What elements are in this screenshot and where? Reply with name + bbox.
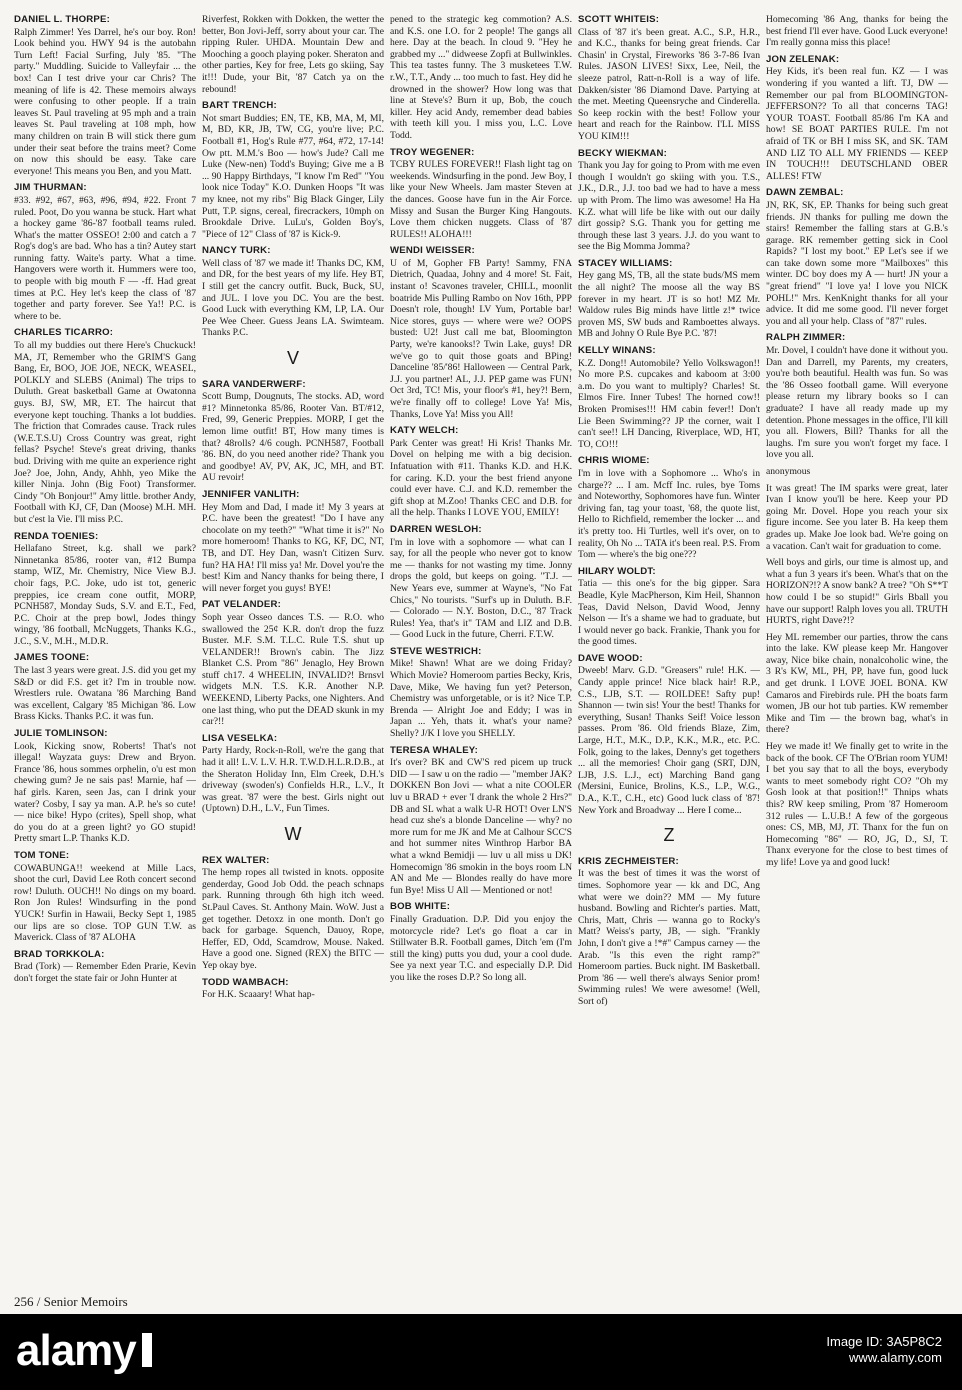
memoir-entry	[390, 14, 572, 142]
memoir-name: STACEY WILLIAMS:	[578, 257, 673, 269]
section-letter: Z	[663, 825, 675, 846]
memoir-name: SCOTT WHITEIS:	[578, 14, 660, 25]
memoir-name: HILARY WOLDT:	[578, 565, 656, 577]
memoir-text: The last 3 years were great. J.S. did you get my S&D or did F.S. get it? I'm in trouble now. Wrestlers rule. Owatana '86 Marching Band was excellent, Calgary '85 Michigan '86. Low Brass Kicks. Thanks P.C. it was fun.	[14, 665, 196, 723]
stock-id-block	[826, 1334, 942, 1366]
memoir-entry	[14, 531, 196, 648]
memoir-entry	[202, 379, 384, 484]
stock-site: www.alamy.com	[849, 1350, 942, 1365]
memoir-text: Soph year Osseo dances T.S. — R.O. who swallowed the 25¢ K.R. don't drop the fuzz Buster. M.F. S.M. T.L.C. Rule T.S. shut up VELANDER!! Brown's cabin. The Jizz Blanket C.S. Prom "86" Jenaglo, Hey Brown stuff ch17. 4 WHEELIN, INVALID?! Brnsvl widgets M.N. T.S. K.R. Another N.P. WEEKEND, Liberty Packs, one Nighters. And one last thing, who put the DEAD skunk in my car?!!	[202, 611, 384, 728]
memoir-entry	[202, 245, 384, 339]
memoir-text: For H.K. Scaaary! What hap-	[202, 989, 315, 1001]
memoir-name: DAWN ZEMBAL:	[766, 187, 844, 199]
stock-logo-text: alamy	[16, 1326, 136, 1375]
memoir-entry	[202, 14, 384, 95]
memoir-entry	[14, 850, 196, 944]
column-5	[766, 14, 948, 1304]
page-folio: 256 / Senior Memoirs	[14, 1294, 128, 1309]
section-letter: W	[284, 824, 302, 844]
memoir-name: WENDI WEISSER:	[390, 245, 475, 257]
memoir-entry	[766, 54, 948, 183]
memoir-entry	[202, 599, 384, 728]
memoir-entry	[390, 524, 572, 641]
column-1	[14, 14, 196, 1304]
memoir-entry	[390, 245, 572, 420]
memoir-text: Hey Mom and Dad, I made it! My 3 years at P.C. have been the greatest! "Do I have any chocolate on my teeth?" "What time it is?" No more homeroom! Thanks to KG, KF, DC, NT, TB, and DT. Hey Dan, wasn't Citizen Surv. fun? HA HA! I'll miss ya! Mr. Dovel you're the best! Kim and Nancy thanks for being there, I will never forget you guys! BYE!	[202, 501, 384, 594]
memoir-name: SARA VANDERWERF:	[202, 378, 306, 390]
memoir-text: #33. #92, #67, #63, #96, #94, #22. Front 7 ruled. Poot, Do you wanna be stuck. Hart what a hockey game '86-'87 football teams ruled. What's the matter OSSEO! 2:00 and catch a 7 Rog's dog's are bad. Who has a tin? Autey start running fatty. Waite's party. What a time. Hangovers were worth it. Hummers were too, to people with big mouth F — -ff. Had great times at P.C. Hey let's keep the class of '87 together and party forever. See Ya!! P.C. is where to be.	[14, 194, 196, 322]
memoir-name: KATY WELCH:	[390, 425, 459, 437]
stock-logo	[16, 1326, 152, 1376]
memoir-name: BART TRENCH:	[202, 100, 277, 112]
memoir-entry	[766, 741, 948, 869]
memoir-entry	[202, 100, 384, 240]
stock-watermark-bar	[0, 1314, 962, 1390]
memoir-name: RALPH ZIMMER:	[766, 332, 846, 344]
memoir-name: DARREN WESLOH:	[390, 523, 482, 535]
memoir-entry	[766, 483, 948, 553]
memoir-name: JON ZELENAK:	[766, 53, 840, 65]
memoir-name: BOB WHITE:	[390, 901, 451, 913]
memoir-entry	[578, 455, 760, 560]
memoir-entry	[578, 14, 760, 143]
memoir-text: Class of '87 it's been great. A.C., S.P., H.R., and K.C., thanks for being great friends. Car Chasin' in Crystal, Fireworks '86 3-7-86 Ivan Rules. JASON LIVES! Sixx, Lee, Neil, the sleeze patrol, Ratt-n-Roll is a way of life. Dakken/sister '86 Diamond Dave. Partying at the met. Meeting Queensryche and Cinderella. So keep rockin with the best! Follow your heart and reach for the Rainbow. I'LL MISS YOU KIM!!!	[578, 26, 760, 142]
memoir-text: JN, RK, SK, EP. Thanks for being such great friends. JN thanks for pulling me down the stairs! Remember the falling stars at G.B.'s garage. RK remember getting sick in Cool Rapids? "I lost my boot." EP Let's see if we can take down some more "Mailboxes" this winter. DC boy does my A — hurt! JN your a "great friend" "I love ya! I love you NICK POHL!" Mrs. KenKnight thanks for all your advice. It did me some good. I'll never forget you and all your help. Class of "87" rules.	[766, 199, 948, 327]
memoir-entry	[390, 901, 572, 983]
memoir-text: Well class of '87 we made it! Thanks DC, KM, and DR, for the best years of my life. Hey BT, I still get the cancry outfit. Buck, Buck, SU, and JUL. I love you DC. You are the best. Good Luck with everything KM, LP, LA. Our Pee Wee Cheer. Guess Jeans LA. Swimteam. Thanks P.C.	[202, 257, 384, 339]
memoir-entry	[578, 653, 760, 816]
memoir-entry	[202, 489, 384, 594]
memoir-text: Hellafano Street, k.g. shall we park? Ninnetanka 85/86, rooter van, #12 Bumpa stamp, WIZ, Mr. Chemistry, Nice View B.J. choir fags, P.C. Joke, udo ist tot, generic preppies, ice cream cone outfit, MORP, PCNH587, Monday Suds, S.V. and E.T., Fed, P.C. Choir at the prep bowl, Jodes thingy wingy, '86 football, McNuggets, Thanks K.G., J.C., S.V., M.H., M.D.R.	[14, 543, 196, 647]
memoir-text: Park Center was great! Hi Kris! Thanks Mr. Dovel on helping me with a big decision. Infatuation with #11. Thanks K.D. and H.K. for caring. K.D. your the best friend anyone could ever have. C.J. and K.D. remember the gift shop at M.Zoo! Thanks CEC and D.B. for all the help. Thanks I LOVE YOU, EMILY!	[390, 437, 572, 519]
memoir-entry	[14, 728, 196, 845]
logo-square-icon	[142, 1333, 152, 1367]
memoir-text: Dweeb! Marv. G.D. "Greasers" rule! H.K. — Candy apple prince! Nice black hair! R.P., C.S., LJB, S.T. — ROILDEE! Safty pup! Shannon — twin sis! Your the best! Thanks for everything, Susan! Thanks Seif! Voice lesson passes. Prom '86. Old friends Blaze, Zim, Large, H.T., M.K., D.P., K.K., M.R., etc. P.C. Folk, going to the lakes, Denny's get togethers ... all the memories! Choir gang (SRT, DJN, LJB, J.S. L.J., ect) Marching Band gang (Mersini, Eunice, Brolins, K.S., L.P., W.G., D.A., K.T., C.H., etc) Good luck class of '87! New York and Broadway ... Here I come...	[578, 665, 760, 816]
memoir-text: Homecoming '86 Ang, thanks for being the best friend I'll ever have. Good Luck everyone! I'm really gonna miss this place!	[766, 14, 948, 49]
memoir-entry	[578, 566, 760, 648]
memoir-name: TERESA WHALEY:	[390, 744, 479, 756]
memoir-entry	[202, 977, 384, 1001]
memoir-name: JAMES TOONE:	[14, 652, 90, 664]
yearbook-page	[14, 14, 948, 1304]
memoir-entry	[14, 182, 196, 322]
memoir-text: I'm in love with a sophomore — what can I say, for all the people who never got to know me — thanks for not wasting my time. Jonny drops the gold, but keeps on going. "T.J. — New Years eve, summer at Wayne's, "No Fat Chics," No tourists. "Surf's up in Duluth. B.F. — Colorado — N.Y. Boston, D.C., '87 Track Rules! Yea, that's it" TAM and LIZ and D.B. — Good Luck in the future, Cherri. F.T.W.	[390, 536, 572, 641]
memoir-text: Party Hardy, Rock-n-Roll, we're the gang that had it all! L.V. L.V. H.R. T.W.D.H.L.R.D.B., at the Sheraton Holiday Inn, Elm Creek, D.H.'s driveway (swoden's) Confields H.R., L.V., It was great. '87 were the best. Girls night out (Uptown) D.H., L.V., Fun Times.	[202, 745, 384, 815]
memoir-name: NANCY TURK:	[202, 245, 271, 257]
memoir-text: Hey we made it! We finally get to write in the back of the book. CF The O'Brian room YUM! I bet you say that to all the boys, everybody wants to meet somebody right CO? "Oh my Gosh look at that position!!" Thnips whats this? RW keep smiling, Prom '87 Homeroom 312 rules — L.U.B.! A few of the gorgeous ones: CS, MB, MJ, JT. Thanx for the fun on Homecoming "86" — RO, JG, D., SJ, T. Thanx everyone for the close to best times of my life! Love ya and good luck!	[766, 741, 948, 868]
column-2	[202, 14, 384, 1304]
memoir-entry	[202, 733, 384, 815]
memoir-text: Tatia — this one's for the big gipper. Sara Beadle, Kyle MacPherson, Kim Heil, Shannon Teas, David Nelson, David Wood, Jenny Nelson — It's a shame we had to graduate, but I would never go back. Frankie, Thank you for the good times.	[578, 578, 760, 648]
memoir-entry	[578, 856, 760, 1008]
memoir-text: It's over? BK and CW'S red picem up truck DID — I saw u on the radio — "member JAK? DOKKEN Bon Jovi — what a nite COOLER luv u BRAD + ever 'I drank the whole 2 Hrs?" DB and SL what a walk U-R HOT! Over LN'S head cuz she's a blonde Danceline — why? no more rum for me JK and Me at Calhour SCC'S and hot summer nites Winthrop Harbor BA what a wknd Bemidji — luv u all miss u DK! Homecomign '86 smokin in the boys room LN AN and Me — Blondes really do have more fun Bye! Miss U All — Mentioned or not!	[390, 757, 572, 896]
memoir-text: The hemp ropes all twisted in knots. opposite genderday, Good Job Odd. the peach schnaps park. Running through 6th high itch weed. St.Paul Caves. St. Anthony Main. WoW. Just a get together. Detoxz in one month. Don't go back for garbage. Squench, Dauoy, Rope, Heffer, ED, Odd, Scamdrow, Mouse. Naked. Have a good one. Signed (REX) the BITC — Yep okay bye.	[202, 867, 384, 971]
memoir-text: K.Z. Dong!! Automobile? Yello Volkswagon!! No more P.S. cupcakes and kaboom at 3:00 a.m. Do you want to multiply? Charles! St. Elmos Fire. Inner Tubes! The horned cow!! Broken Promises!!! HM cabin fever!! Don't Lie Been Swimming?? JP the corner, wait I can't see!! LH Dancing, Riverplace, WD, HT, TO, CO!!!	[578, 357, 760, 450]
memoir-entry	[578, 148, 760, 253]
memoir-text: TCBY RULES FOREVER!! Flash light tag on weekends. Windsurfing in the pond. Jew Boy, I like your New Wheels. Jam master Steven at the dances. Goose have fun in the Air Force. Missy and Susan the Burger King Hangouts. Love them chicken nuggets. Class of '87 RULES!! ALOHA!!!	[390, 159, 572, 240]
memoir-text: COWABUNGA!! weekend at Mille Lacs, shoot the curl, David Lee Roth concert second row! Duluth. OUCH!! No dings on my board. Ron Jon Rules! Windsurfing in the pond YUCK! Surfin in Hawaii, Becky Sept 1, 1985 our lips are so close. TOP GUN T.W. as Maverick. Class of '87 ALOHA	[14, 862, 196, 944]
memoir-entry	[390, 425, 572, 519]
memoir-text: Mike! Shawn! What are we doing Friday? Which Movie? Homeroom parties Becky, Kris, Dave, Mike, We having fun yet? Peterson, Chemistry was unforgetable, or is it? Nice T.P. Brenda — Alright Joe and Eddy; I was in Japan ... Yeh, thats it. what's your name? Shelly? J/K I love you SHELLY.	[390, 658, 572, 740]
column-4	[578, 14, 760, 1304]
memoir-text: Look, Kicking snow, Roberts! That's not illegal! Wayzata guys: Drew and Bryon. France '86, hous sommes orphelin, o'u est mon chewing gum? Je ne sais pas! Marnie, haf — haf girls. Karen, seen Jas, can I drink your water? Cosby, I say ya man. A.P. he's so cute! — nice bike! Hypo (crites), Spell shop, what do you do at a green light? yo GO stupid! Pretty smart L.P. Thanks K.D.	[14, 740, 196, 845]
memoir-entry	[578, 345, 760, 450]
memoir-text: Ralph Zimmer! Yes Darrel, he's our boy. Ron! Look behind you. HWY 94 is the autobahn Turn Left! Facial Surfing, July '85. "The party." Muddling. Suicide to Valleyfair ... the box! Can I test drive your car Chris? The meaning of life is 42. These memoirs always were confusing to other people. If a train leaves St. Paul traveling at 95 mph and a train leaves St. Paul traveling at 108 mph, how many children on train B will stick there gum under their seat before the trains meet? Come on now this should be easy. Take care everyone! This means you Ben, and you Matt.	[14, 26, 196, 177]
memoir-entry	[14, 949, 196, 985]
memoir-name: TODD WAMBACH:	[202, 976, 289, 988]
memoir-name: DAVE WOOD:	[578, 652, 643, 664]
memoir-text: Hey ML remember our parties, throw the cans into the lake. KW please keep Mr. Hangover away, Nice bike chain, nonalcoholic wine, the 3 R's KW, ML, PH, PP, have fun, good luck and get drunk. I LOVE JOEL BONA. KW Camaros and Firebirds rule. PH the boats farm women, JB our hot tub parties. KW remember Mike and Tim — the brown bag, what's in there?	[766, 631, 948, 736]
memoir-text: Hey gang MS, TB, all the state buds/MS mem the all night? The moose all the way BS forever in my heart. JT is so hot! MZ Mr. Waldow rules Big minds have little z!* twice proven MS, SW buds and Ramboettes always. MB and Johny O Rule Bye P.C. '87!	[578, 270, 760, 340]
memoir-name: STEVE WESTRICH:	[390, 645, 482, 657]
memoir-text: Well boys and girls, our time is almost up, and what a fun 3 years it's been. What's that on the HORIZON?!? A snow bank? A tree? "Oh S**T how could I be so stupid!" Girls Bball you have our support! Ralph loves you all. TRUTH HURTS, right Dave?!?	[766, 557, 948, 627]
memoir-text: Hey Kids, it's been real fun. KZ — I was wondering if you wanted a lift. TJ, DW — Remember our pal from BLOOMINGTON-JEFFERSON?? To all that concerns TAG! YOUR TOAST. Football 85/86 I'm KA and how! SE BOAT PARTIES RULE. I'm not afraid of TK or BH I miss SK, and SK. TAM AND LIZ TO ALL MY FRIENDS — KEEP IN TOUCH!!! DEUTSCHLAND OBER ALLES! FTW	[766, 66, 948, 182]
memoir-text: Thank you Jay for going to Prom with me even though I wouldn't go skiing with you. T.S., J.K., D.R., J.J. too bad we had to have a mess up with Prom. The limo was awesome! Ha Ha K.Z. what will life be like with out our daily dirt gossip? S.G. Thank you for getting me through these last 3 years. J.J. do you want to see the Big Momma Jomma?	[578, 160, 760, 253]
memoir-name: REX WALTER:	[202, 854, 270, 866]
memoir-entry	[14, 652, 196, 723]
memoir-text: anonymous	[766, 465, 811, 477]
memoir-entry	[766, 632, 948, 736]
memoir-entry	[766, 557, 948, 627]
memoir-text: Brad (Tork) — Remember Eden Prarie, Kevin don't forget the state fair or John Hunter at	[14, 961, 196, 984]
memoir-entry	[202, 855, 384, 972]
section-letter: V	[286, 348, 299, 369]
memoir-text: It was great! The IM sparks were great, later Ivan I know you'll be here. Keep your PD going Mr. Dovel. Hope you reach your six figure income. See you later B. Ha keep them grades up. Make Joe look bad. We're going on a vacation. Can't wait for graduation to come.	[766, 482, 948, 552]
memoir-entry	[390, 147, 572, 241]
memoir-entry	[766, 187, 948, 327]
memoir-name: CHARLES TICARRO:	[14, 327, 114, 339]
memoir-name: DANIEL L. THORPE:	[14, 14, 110, 25]
memoir-entry	[766, 332, 948, 461]
memoir-name: BECKY WIEKMAN:	[578, 147, 667, 159]
memoir-text: Scott Bump, Dougnuts, The stocks. AD, word #1? Minnetonka 85/86, Rooter Van. BT/#12, Fred, 99, Generic Preppies. MORP, I get the lemon lime outfit! BT, How many times is that? 48rolls? 4/6 cough. PCNH587, Football '86. BN, do you need another ride? Thank you and goodbye! AV, PV, AK, JC, MH, and BT. AU revoir!	[202, 391, 384, 484]
memoir-text: Finally Graduation. D.P. Did you enjoy the motorcycle ride? Let's go float a car in Stillwater B.R. Football games, Ditch 'em (I'm still the king) putts you dud, your a cool dude. See ya next year T.C. and especially D.P. Did you like the roses D.P.? So long all.	[390, 913, 572, 983]
memoir-name: PAT VELANDER:	[202, 599, 281, 611]
memoir-text: To all my buddies out there Here's Chuckuck! MA, JT, Remember who the GRIM'S Gang Bang, Er, BOO, JOE JOE, NECK, WEASEL, POLKLY and SLEBS (Animal) The trips to Duluth. Great basketball Game at Owatonna guys. BJ, SW, MR, ET. The haircut that everyone kept touching. Thanks a lot buddies. The friction that Comrades cause. Track rules (W.E.T.S.U) Cross Country was great, right fellas? Psyche! Steve's great driving, thanks bud. Driving with me quite an experience right Joe? Joe, John, Andy, Ahhh, yeo Mike the killer Ninja. John (Big Foot) Transformer. Cindy "Oh Bonjour!" Amy little. brother Andy, Football with KJ, CF, Dan (Moose) M.H. MH. but c'est la Vie. I'll miss P.C.	[14, 340, 196, 525]
memoir-entry	[390, 646, 572, 740]
memoir-entry	[578, 258, 760, 340]
memoir-name: KELLY WINANS:	[578, 345, 656, 357]
memoir-text: It was the best of times it was the worst of times. Sophomore year — kk and DC, Ang what were we doin?? MM — My future husband. Bowling and Richter's parties. Matt, Chris, Matt, Chris — wanna go to Rocky's Matt? Weiss's party, JB, — sigh. "Frankly John, I don't give a !*#" Campus carney — the Arab. "Is this even the right ramp?" Homeroom parties. Buck night. IM Basketball. Prom '86 — well there's always Senior prom! Swimming rules! We were awesome! (Well, Sort of)	[578, 868, 760, 1007]
memoir-text: Not smart Buddies; EN, TE, KB, MA, M, MI, M, BD, KR, JB, TW, CG, you're live; P.C. Football #1, Hog's Rule #77, #64, #72, 17-14! Ow ptt. M.M.'s Boo — how's Jude? Call me Luke (New-nen) Todd's Buying; Give me a B ... 90 Happy Birthdays, "I know I'm Red" "You look nice Today" K.O. Dunken Hoops "It was my knee, not my ribs" Big Black Ginger, Lily Putt, T.P. signs, cereal, firecrackers, 10mph on Brookdale Drive. LuLu's, Golden Boy's, "Piece of 12" Class of '87 is Kick-9.	[202, 112, 384, 240]
memoir-name: TOM TONE:	[14, 849, 70, 861]
memoir-text: pened to the strategic keg commotion? A.S. and K.S. one I.O. for 2 people! The gangs all here. Day at the beach. In cloud 9. "Hey he grabbed my ..." didweese Zopfi at Bullwinkles. This tea tastes funny. The 3 musketees T.W. r.W., T.T., Andy ... too much to fast. Hey did he drowned in the shower? How long was that line at Steve's? Burn it up, Bob, the couch killer. Hey acid Andy, remember dead babies with teeth kill you. I miss you, L.C. Love Todd.	[390, 14, 572, 141]
memoir-text: Riverfest, Rokken with Dokken, the wetter the better, Bon Jovi-Jeff, sorry about your car. The ripping Ruler. UHDA. Mountain Dew and Mooching a gooch playing poker. Sheraton and other parties, Key for free, Lets go skiing, Say it!!! Dude, your Bit, '87 Catch ya on the rebound!	[202, 14, 384, 95]
memoir-name: KRIS ZECHMEISTER:	[578, 855, 679, 867]
memoir-entry	[14, 327, 196, 525]
memoir-name: TROY WEGENER:	[390, 146, 475, 158]
memoir-name: RENDA TOENIES:	[14, 530, 99, 542]
memoir-name: BRAD TORKKOLA:	[14, 948, 105, 960]
memoir-entry	[766, 14, 948, 49]
memoir-text: I'm in love with a Sophomore ... Who's in charge?? ... I am. Mcff Inc. rules, bye Toms and Noteworthy, Sophomores have fun. Winter driving fan, tag your toast, '68, the quote list, Hello to Richfield, remember the locker ... and it's pretty too. Hi Turtles, well it's over, on to reality, Oh No ... TATA it's been real. P.S. From Tom — where's the big one???	[578, 467, 760, 561]
memoir-name: JENNIFER VANLITH:	[202, 488, 300, 500]
memoir-entry	[14, 14, 196, 177]
memoir-name: JIM THURMAN:	[14, 182, 87, 194]
memoir-name: CHRIS WIOME:	[578, 455, 650, 467]
stock-image-id: Image ID: 3A5P8C2	[826, 1334, 942, 1349]
memoir-text: Mr. Dovel, I couldn't have done it without you. Dan and Darrell, my Parents, my creaters, you're both beautiful. Health was fun. So was the '86 Osseo football game. Will everyone please return my library books so I can graduate? I have all ready made up my detention. Phone messages in the office, I'll kill you all. Flowers, Bill? Thanks for all the laughs. I'm sure you won't forget my face. I love you all.	[766, 345, 948, 461]
memoir-name: JULIE TOMLINSON:	[14, 728, 108, 740]
memoir-entry	[390, 745, 572, 897]
memoir-entry	[766, 466, 948, 478]
memoir-text: U of M, Gopher FB Party! Sammy, FNA Dietrich, Quadaa, Johny and 4 more! St. Fait, instant o! Scavones traveler, CHILL, moonlit boatride Mis Pulling Rambo on Nov 16th, PPP Doesn't role, though! LV Yum, Portable bar! Nice stores, guys — where were we? OOPS busted: U2! Just call me bat, Bloomington Party, we're kanooks!? Twin Lake, guys! DR we've go to quit those goats and BPing! Danceline '85/'86! Halloween — Central Park, J.J. you partner! AL, J.J. PEP game was FUN! Oct 3rd, TC! Mis, your floor's #1, hey?! Bern, we're finally off to college! Love Ya! Mis, Thanks, Love Ya! Miss you All!	[390, 257, 572, 420]
column-3	[390, 14, 572, 1304]
memoir-name: LISA VESELKA:	[202, 732, 278, 744]
